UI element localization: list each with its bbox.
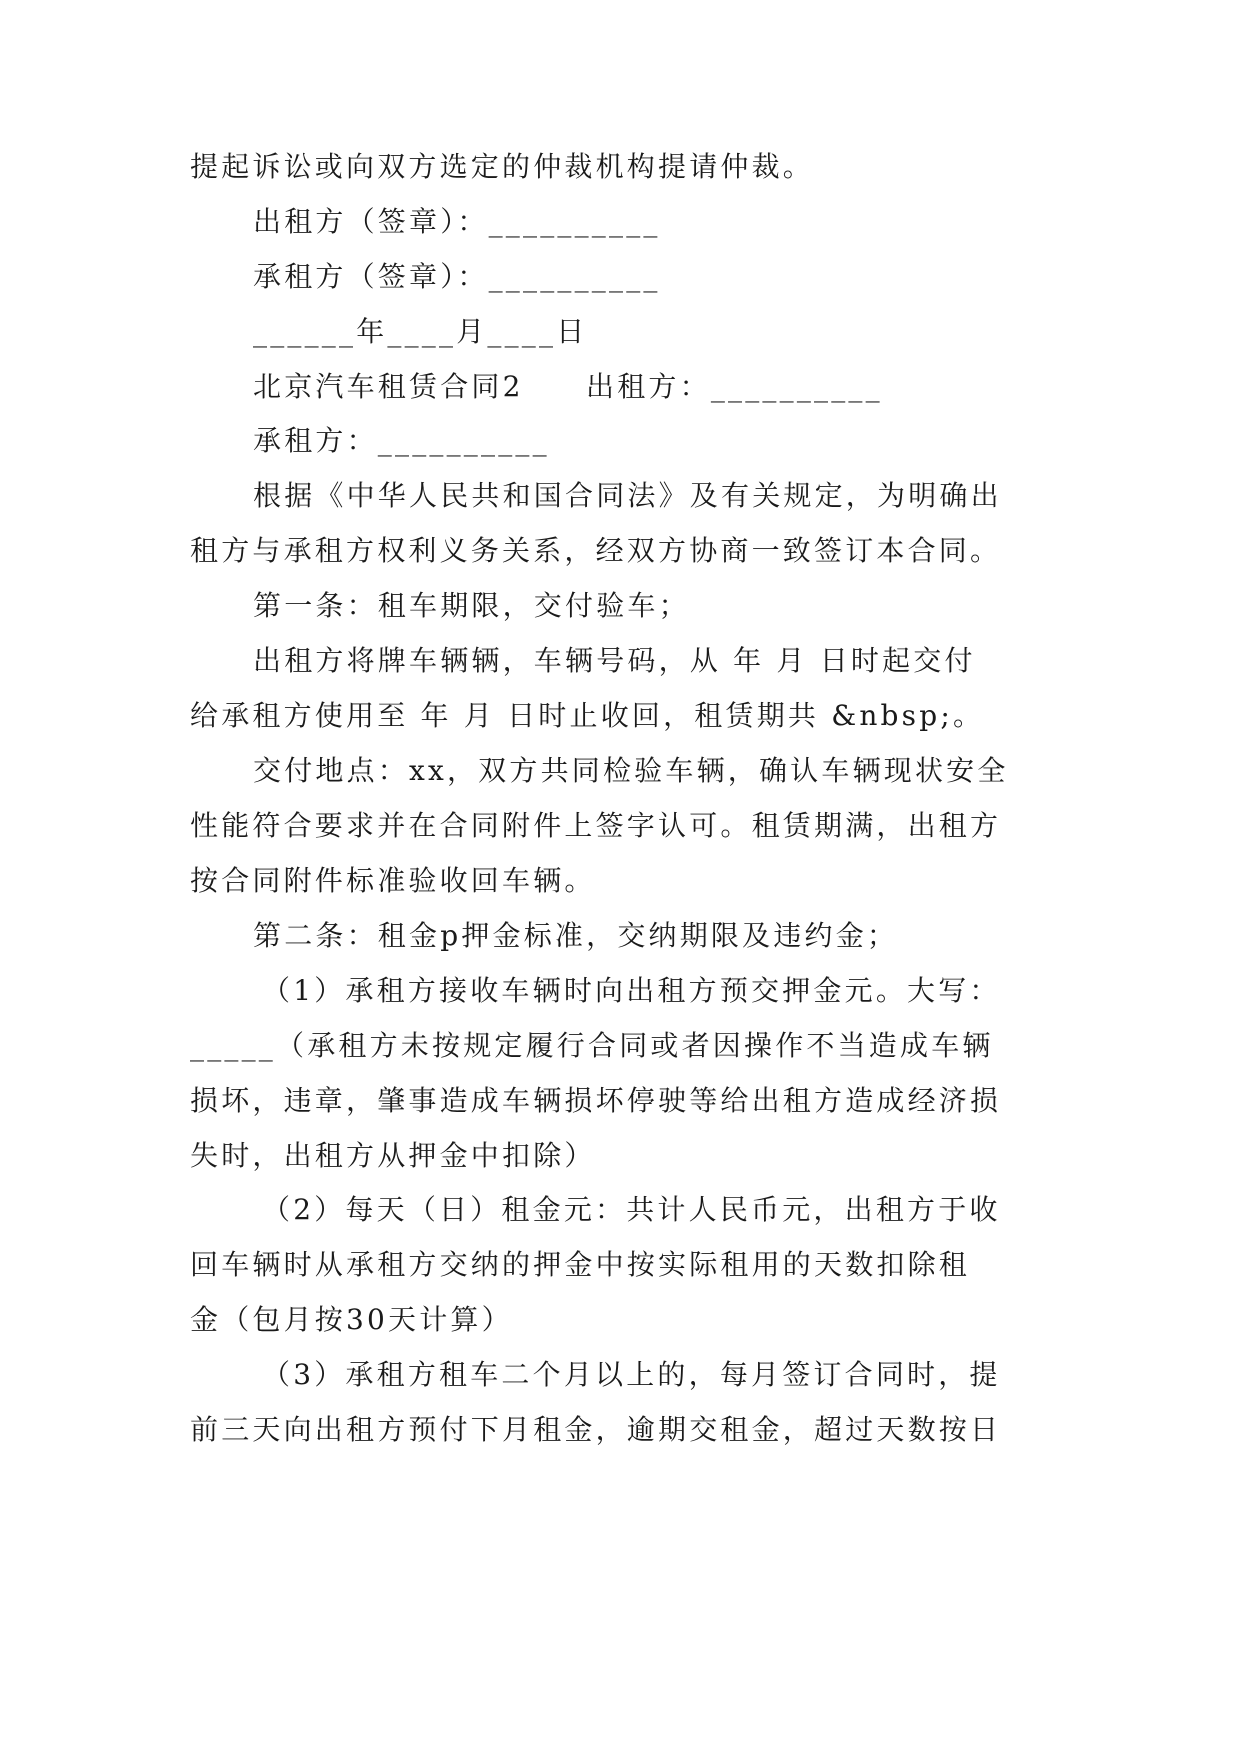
text-line: 交付地点：xx，双方共同检验车辆，确认车辆现状安全 <box>253 754 1009 787</box>
lessor-signature-line: 出租方（签章）：__________ <box>253 205 661 238</box>
text-line: 给承租方使用至 年 月 日时止收回，租赁期共 &nbsp;。 <box>190 699 985 732</box>
clause-item: （2）每天（日）租金元：共计人民币元，出租方于收 <box>262 1193 1001 1226</box>
contract-title-line: 北京汽车租赁合同2 出租方：__________ <box>253 370 883 403</box>
text-line: 提起诉讼或向双方选定的仲裁机构提请仲裁。 <box>190 150 815 183</box>
text-line: 失时，出租方从押金中扣除） <box>190 1139 596 1172</box>
text-line: 出租方将牌车辆辆，车辆号码，从 年 月 日时起交付 <box>253 644 976 677</box>
text-line: 性能符合要求并在合同附件上签字认可。租赁期满，出租方 <box>190 809 1002 842</box>
text-line: 前三天向出租方预付下月租金，逾期交租金，超过天数按日 <box>190 1413 1002 1446</box>
lessee-signature-line: 承租方（签章）：__________ <box>253 260 661 293</box>
text-line: 金（包月按30天计算） <box>190 1303 513 1336</box>
clause-item: （3）承租方租车二个月以上的，每月签订合同时，提 <box>262 1358 1001 1391</box>
lessee-line: 承租方：__________ <box>253 424 550 457</box>
text-line: 损坏，违章，肇事造成车辆损坏停驶等给出租方造成经济损 <box>190 1084 1002 1117</box>
article-heading: 第二条：租金p押金标准，交纳期限及违约金； <box>253 919 899 952</box>
text-line: 租方与承租方权利义务关系，经双方协商一致签订本合同。 <box>190 534 1002 567</box>
text-line: 根据《中华人民共和国合同法》及有关规定，为明确出 <box>253 479 1002 512</box>
text-line: 按合同附件标准验收回车辆。 <box>190 864 596 897</box>
clause-item: （1）承租方接收车辆时向出租方预交押金元。大写： <box>262 974 1001 1007</box>
article-heading: 第一条：租车期限，交付验车； <box>253 589 690 622</box>
text-line: _____（承租方未按规定履行合同或者因操作不当造成车辆 <box>190 1029 994 1062</box>
date-line: ______年____月____日 <box>253 315 588 348</box>
text-line: 回车辆时从承租方交纳的押金中按实际租用的天数扣除租 <box>190 1248 971 1281</box>
